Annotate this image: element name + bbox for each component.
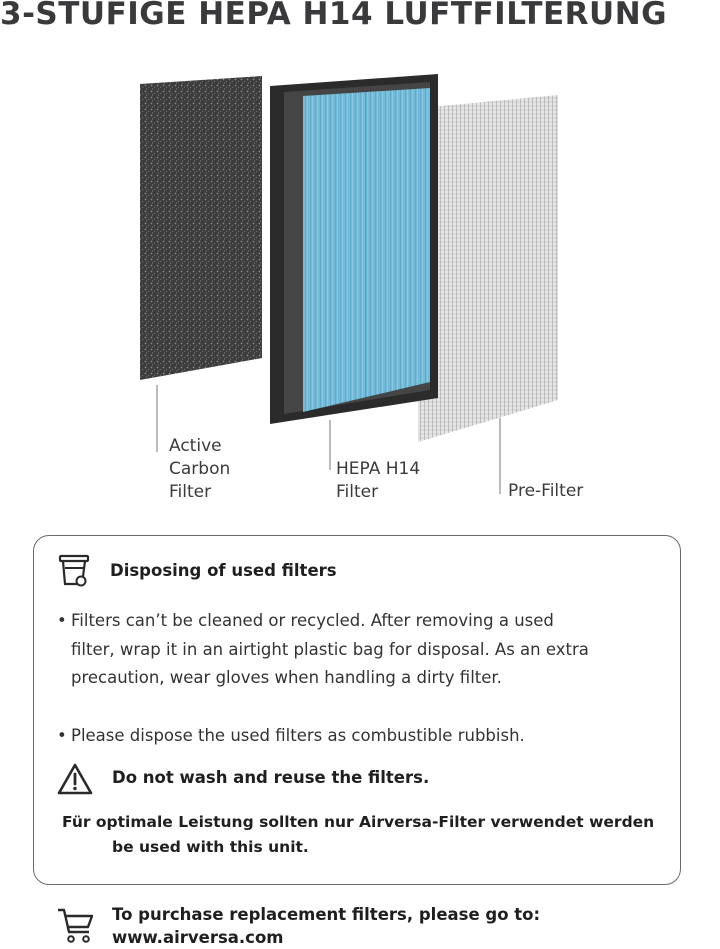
disposal-bullet-1: • Filters can’t be cleaned or recycled. After removing a used filter, wrap it in an airtight plastic bag for disposal. As an extra precaution, wear gloves when handling a dirty filter. — [57, 611, 589, 687]
warning-heading: Do not wash and reuse the filters. — [112, 768, 430, 787]
pre-filter-layer — [418, 95, 558, 442]
carbon-filter-layer — [140, 76, 262, 380]
purchase-info: To purchase replacement filters, please go to: www.airversa.com — [112, 905, 541, 947]
website-link[interactable]: www.airversa.com — [112, 928, 284, 947]
disposal-bullet-2: • Please dispose the used filters as combustible rubbish. — [57, 726, 525, 745]
page-title: 3-STUFIGE HEPA H14 LUFTFILTERUNG — [0, 0, 668, 32]
carbon-filter-label: Active Carbon Filter — [169, 436, 231, 502]
disposal-heading: Disposing of used filters — [110, 561, 337, 580]
trash-bin-icon — [56, 553, 92, 589]
hepa-filter-label: HEPA H14 Filter — [336, 459, 421, 502]
genuine-filter-notice: Für optimale Leistung sollten nur Airversa-Filter verwendet werden be used with this unit. — [62, 813, 655, 856]
pre-filter-label: Pre-Filter — [508, 481, 584, 501]
warning-triangle-icon — [56, 762, 94, 796]
filter-illustration — [0, 60, 720, 510]
shopping-cart-icon — [56, 906, 96, 944]
